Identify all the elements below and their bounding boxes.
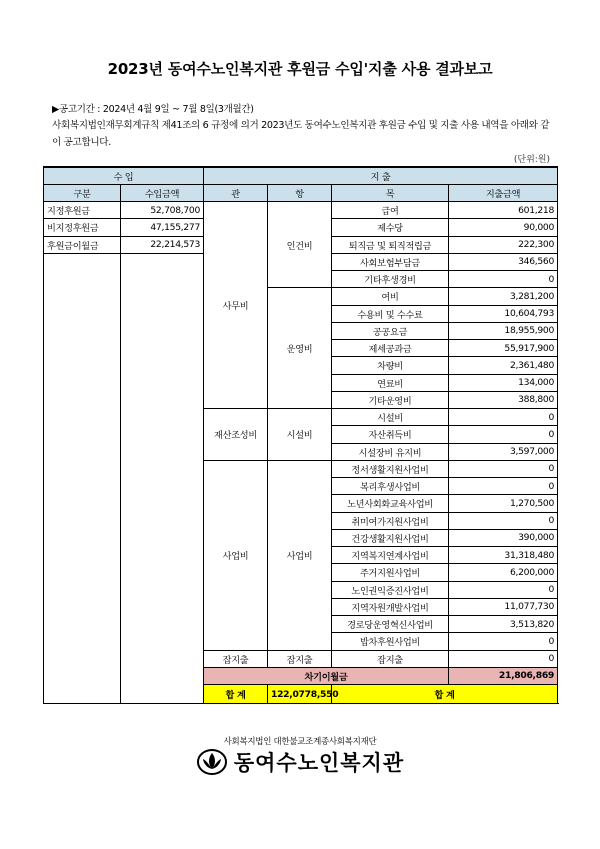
carryover-label: 차기이월금 xyxy=(204,667,449,684)
income-amount: 52,708,700 xyxy=(121,202,204,219)
expense-amount: 0 xyxy=(449,633,558,650)
mok-label: 정서생활지원사업비 xyxy=(332,460,449,477)
footer-logo xyxy=(0,747,600,777)
expense-amount: 31,318,480 xyxy=(449,547,558,564)
income-label: 후원금이월금 xyxy=(44,236,121,253)
expense-amount: 11,077,730 xyxy=(449,598,558,615)
income-empty-area xyxy=(44,253,121,703)
foundation-name: 사회복지법인 대한불교조계종사회복지재단 xyxy=(223,737,377,747)
expense-amount: 0 xyxy=(449,426,558,443)
expense-amount: 55,917,900 xyxy=(449,340,558,357)
hang-header: 항 xyxy=(268,184,332,201)
mok-label: 연료비 xyxy=(332,374,449,391)
mok-label: 주거지원사업비 xyxy=(332,564,449,581)
expense-amount: 1,270,500 xyxy=(449,495,558,512)
mok-label: 경로당운영혁신사업비 xyxy=(332,616,449,633)
gwan-office: 사무비 xyxy=(204,202,268,409)
income-amount: 22,214,573 xyxy=(121,236,204,253)
expense-amount: 3,281,200 xyxy=(449,288,558,305)
expense-amount: 0 xyxy=(449,581,558,598)
income-total-amount: 122,0778,550 xyxy=(268,685,332,704)
lotus-icon xyxy=(196,748,228,776)
mok-label: 공공요금 xyxy=(332,322,449,339)
expense-amount: 3,597,000 xyxy=(449,443,558,460)
expense-amount: 90,000 xyxy=(449,219,558,236)
mok-label: 시설비 xyxy=(332,409,449,426)
expense-amount: 2,361,480 xyxy=(449,357,558,374)
mok-label: 차량비 xyxy=(332,357,449,374)
expense-amount: 0 xyxy=(449,271,558,288)
expense-amount: 3,513,820 xyxy=(449,616,558,633)
mok-label: 잡지출 xyxy=(332,650,449,667)
expense-amount: 10,604,793 xyxy=(449,305,558,322)
income-header: 수 입 xyxy=(44,167,204,184)
mok-label: 건강생활지원사업비 xyxy=(332,529,449,546)
income-label: 지정후원금 xyxy=(44,202,121,219)
organization-name: 동여수노인복지관 xyxy=(233,751,405,775)
mok-label: 복리후생사업비 xyxy=(332,478,449,495)
income-empty-area xyxy=(121,253,204,703)
expense-amount: 0 xyxy=(449,409,558,426)
expense-amount: 0 xyxy=(449,650,558,667)
expense-amount: 0 xyxy=(449,478,558,495)
page-title: 2023년 동여수노인복지관 후원금 수입'지출 사용 결과보고 xyxy=(107,60,493,78)
report-table xyxy=(43,166,558,704)
income-amount: 47,155,277 xyxy=(121,219,204,236)
mok-label: 기타후생경비 xyxy=(332,271,449,288)
hang-facility: 시설비 xyxy=(268,409,332,461)
expense-amount: 18,955,900 xyxy=(449,322,558,339)
mok-label: 자산취득비 xyxy=(332,426,449,443)
expense-amount: 390,000 xyxy=(449,529,558,546)
mok-label: 사회보험부담금 xyxy=(332,253,449,270)
notice-period: ▶공고기간 : 2024년 4월 9일 ~ 7월 8일(3개월간) xyxy=(52,104,254,115)
income-amount-header: 수입금액 xyxy=(121,184,204,201)
unit-label: (단위:원) xyxy=(513,155,550,165)
gwan-property: 재산조성비 xyxy=(204,409,268,461)
expense-amount: 0 xyxy=(449,512,558,529)
mok-label: 지역자원개발사업비 xyxy=(332,598,449,615)
mok-label: 지역복지연계사업비 xyxy=(332,547,449,564)
expense-amount: 0 xyxy=(449,460,558,477)
expense-total-label: 합 계 xyxy=(332,685,558,704)
expense-amount: 346,560 xyxy=(449,253,558,270)
mok-label: 노년사회화교육사업비 xyxy=(332,495,449,512)
category-header: 구분 xyxy=(44,184,121,201)
gwan-program: 사업비 xyxy=(204,460,268,650)
hang-operating: 운영비 xyxy=(268,288,332,409)
income-label: 비지정후원금 xyxy=(44,219,121,236)
hang-program: 사업비 xyxy=(268,460,332,650)
mok-label: 급여 xyxy=(332,202,449,219)
mok-label: 퇴직금 및 퇴직적립금 xyxy=(332,236,449,253)
expense-amount: 6,200,000 xyxy=(449,564,558,581)
notice-description: 사회복지법인재무회계규칙 제41조의 6 규정에 의거 2023년도 동여수노인복지관 후원금 수입 및 지출 사용 내역을 아래와 같이 공고합니다. xyxy=(52,120,550,148)
expense-amount-header: 지출금액 xyxy=(449,184,558,201)
mok-label: 취미여가지원사업비 xyxy=(332,512,449,529)
gwan-header: 관 xyxy=(204,184,268,201)
income-total-label: 합 계 xyxy=(204,685,268,704)
carryover-amount: 21,806,869 xyxy=(449,667,558,684)
mok-label: 여비 xyxy=(332,288,449,305)
mok-label: 기타운영비 xyxy=(332,391,449,408)
mok-label: 수용비 및 수수료 xyxy=(332,305,449,322)
expense-amount: 134,000 xyxy=(449,374,558,391)
mok-label: 제세공과금 xyxy=(332,340,449,357)
mok-label: 시설장비 유지비 xyxy=(332,443,449,460)
mok-label: 제수당 xyxy=(332,219,449,236)
expense-amount: 601,218 xyxy=(449,202,558,219)
mok-header: 목 xyxy=(332,184,449,201)
expense-amount: 222,300 xyxy=(449,236,558,253)
mok-label: 노인권익증진사업비 xyxy=(332,581,449,598)
gwan-misc: 잡지출 xyxy=(204,650,268,667)
hang-misc: 잡지출 xyxy=(268,650,332,667)
hang-personnel: 인건비 xyxy=(268,202,332,288)
expense-header: 지 출 xyxy=(204,167,558,184)
expense-amount: 388,800 xyxy=(449,391,558,408)
mok-label: 밥차후원사업비 xyxy=(332,633,449,650)
